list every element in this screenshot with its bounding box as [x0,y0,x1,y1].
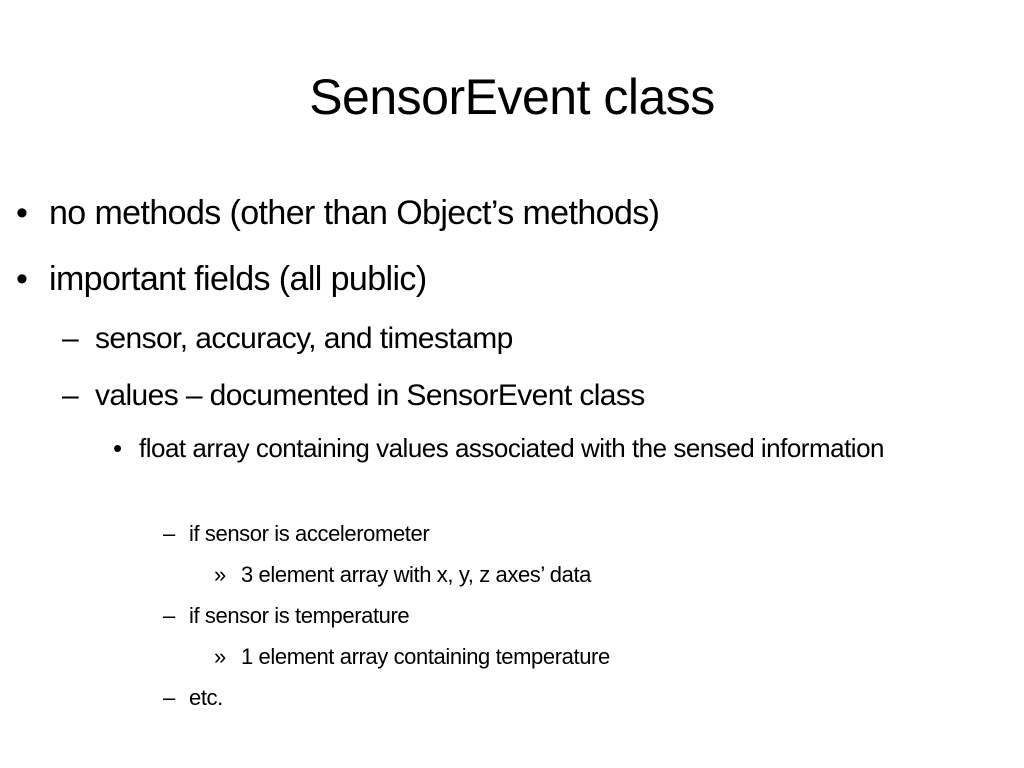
detail-sub-item-text: 3 element array with x, y, z axes’ data [241,562,591,587]
dash-marker: – [163,603,175,628]
sub-item-values [62,378,645,414]
sub-item-text: values – documented in SensorEvent class [95,379,645,412]
sub-sub-item-text: float array containing values associated with the sensed information [139,433,884,463]
bullet-marker: • [16,194,28,232]
detail-sub-item-accelerometer-array [214,561,591,589]
detail-sub-item-temperature-array [214,643,610,671]
detail-sub-item-text: 1 element array containing temperature [241,644,610,669]
dash-marker: – [62,322,79,355]
detail-item-text: if sensor is temperature [189,603,410,628]
sub-sub-item-float-array [113,432,919,464]
detail-item-text: etc. [189,685,223,710]
detail-item-accelerometer [163,520,430,548]
detail-item-etc [163,684,223,712]
sub-item-text: sensor, accuracy, and timestamp [95,322,513,355]
bullet-item-no-methods [16,193,660,233]
detail-item-temperature [163,602,410,630]
guillemet-marker: » [214,644,226,669]
slide-title: SensorEvent class [309,69,715,125]
sub-item-sensor-fields [62,321,513,357]
dash-marker: – [163,685,175,710]
bullet-marker: • [113,433,122,463]
guillemet-marker: » [214,562,226,587]
bullet-text: important fields (all public) [49,260,427,298]
dash-marker: – [163,521,175,546]
bullet-item-important-fields [16,259,427,299]
dash-marker: – [62,379,79,412]
bullet-text: no methods (other than Object’s methods) [49,194,660,232]
bullet-marker: • [16,260,28,298]
detail-item-text: if sensor is accelerometer [189,521,430,546]
